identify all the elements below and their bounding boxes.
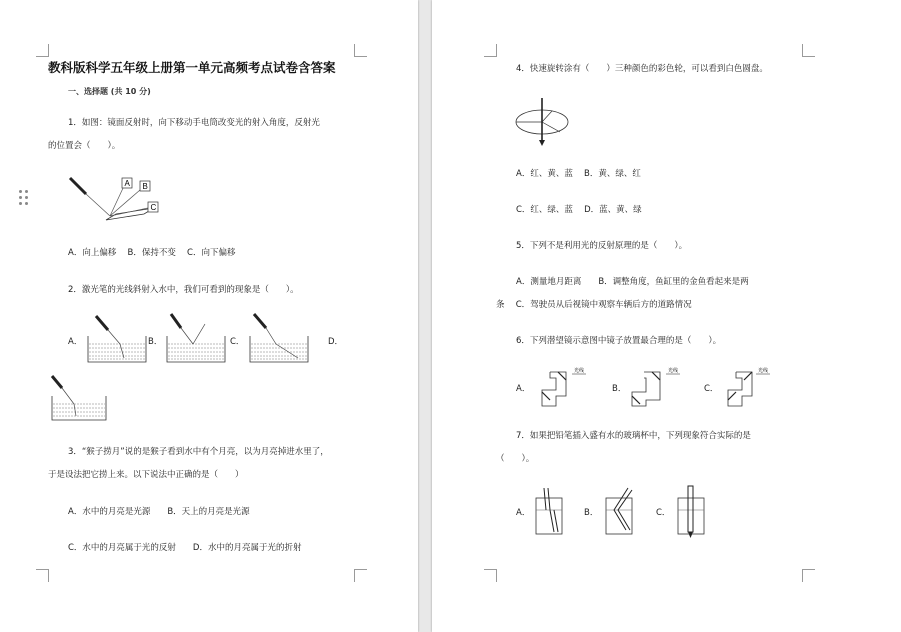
- document-page-2: [432, 0, 901, 632]
- question-2-line-1: 2．激光笔的光线斜射入水中，我们可看到的现象是（ ）。: [68, 285, 299, 295]
- periscope-light-label-b: 光线: [668, 368, 679, 374]
- laser-water-figure-d: [50, 374, 108, 424]
- laser-water-figure-c: [248, 310, 310, 364]
- periscope-figure-b: [628, 366, 682, 410]
- section-heading: 一、选择题 (共 10 分): [68, 87, 151, 96]
- crop-mark: [484, 44, 497, 57]
- laser-water-figure-a: [86, 312, 148, 364]
- document-title: 教科版科学五年级上册第一单元高频考点试卷含答案: [48, 60, 336, 75]
- crop-mark: [802, 44, 815, 57]
- pencil-glass-figure-c: [676, 484, 708, 540]
- question-4-line-1: 4．快速旋转涂有（ ）三种颜色的彩色轮，可以看到白色圆盘。: [516, 64, 768, 74]
- figure-label-c: C: [150, 203, 157, 212]
- question-3-options-1: A．水中的月亮是光源 B．天上的月亮是光源: [68, 507, 250, 517]
- question-6-option-c-label: C．: [704, 384, 719, 394]
- question-4-options-1: A．红、黄、蓝 B．黄、绿、红: [516, 169, 641, 179]
- question-3-options-2: C．水中的月亮属于光的反射 D．水中的月亮属于光的折射: [68, 543, 302, 553]
- question-3-line-1: 3．“猴子捞月”说的是猴子看到水中有个月亮，以为月亮掉进水里了，: [68, 447, 329, 457]
- laser-water-figure-b: [165, 310, 227, 364]
- drag-handle-icon[interactable]: [19, 190, 29, 206]
- question-1-line-1: 1．如图：镜面反射时，向下移动手电筒改变光的射入角度，反射光: [68, 118, 320, 128]
- question-7-line-1: 7．如果把铅笔插入盛有水的玻璃杯中，下列现象符合实际的是: [516, 431, 751, 441]
- question-6-option-b-label: B．: [612, 384, 627, 394]
- periscope-light-label-a: 光线: [574, 368, 585, 374]
- question-2-option-c-label: C．: [230, 337, 245, 347]
- question-7-option-a-label: A．: [516, 508, 531, 518]
- crop-mark: [354, 569, 367, 582]
- question-5-options-1: A．测量地月距离 B．调整角度，鱼缸里的金鱼看起来是两: [516, 277, 749, 287]
- question-6-option-a-label: A．: [516, 384, 531, 394]
- question-6-line-1: 6．下列潜望镜示意图中镜子放置最合理的是（ ）。: [516, 336, 722, 346]
- question-5-line-1: 5．下列不是利用光的反射原理的是（ ）。: [516, 241, 688, 251]
- document-page-1: [0, 0, 418, 632]
- question-4-options-2: C．红、绿、蓝 D．蓝、黄、绿: [516, 205, 642, 215]
- question-7-line-2: （ ）。: [496, 454, 535, 464]
- pencil-glass-figure-b: [604, 486, 636, 538]
- pencil-glass-figure-a: [534, 486, 566, 538]
- figure-label-a: A: [124, 179, 130, 188]
- figure-label-b: B: [142, 182, 148, 191]
- question-7-option-c-label: C．: [656, 508, 671, 518]
- question-2-option-b-label: B．: [148, 337, 163, 347]
- flashlight-mirror-figure: [66, 172, 166, 228]
- periscope-figure-c: [722, 366, 776, 410]
- crop-mark: [484, 569, 497, 582]
- crop-mark: [36, 569, 49, 582]
- periscope-figure-a: [536, 366, 590, 410]
- question-1-line-2: 的位置会（ ）。: [48, 141, 121, 151]
- question-3-line-2: 于是设法把它捞上来。以下说法中正确的是（ ）: [48, 470, 244, 480]
- color-wheel-figure: [514, 96, 574, 148]
- question-1-options: A．向上偏移 B．保持不变 C．向下偏移: [68, 248, 236, 258]
- crop-mark: [36, 44, 49, 57]
- crop-mark: [354, 44, 367, 57]
- question-2-option-d-label: D．: [328, 337, 344, 347]
- question-2-option-a-label: A．: [68, 337, 83, 347]
- question-5-options-2: 条 C．驾驶员从后视镜中观察车辆后方的道路情况: [496, 300, 692, 310]
- periscope-light-label-c: 光线: [758, 368, 769, 374]
- question-7-option-b-label: B．: [584, 508, 599, 518]
- crop-mark: [802, 569, 815, 582]
